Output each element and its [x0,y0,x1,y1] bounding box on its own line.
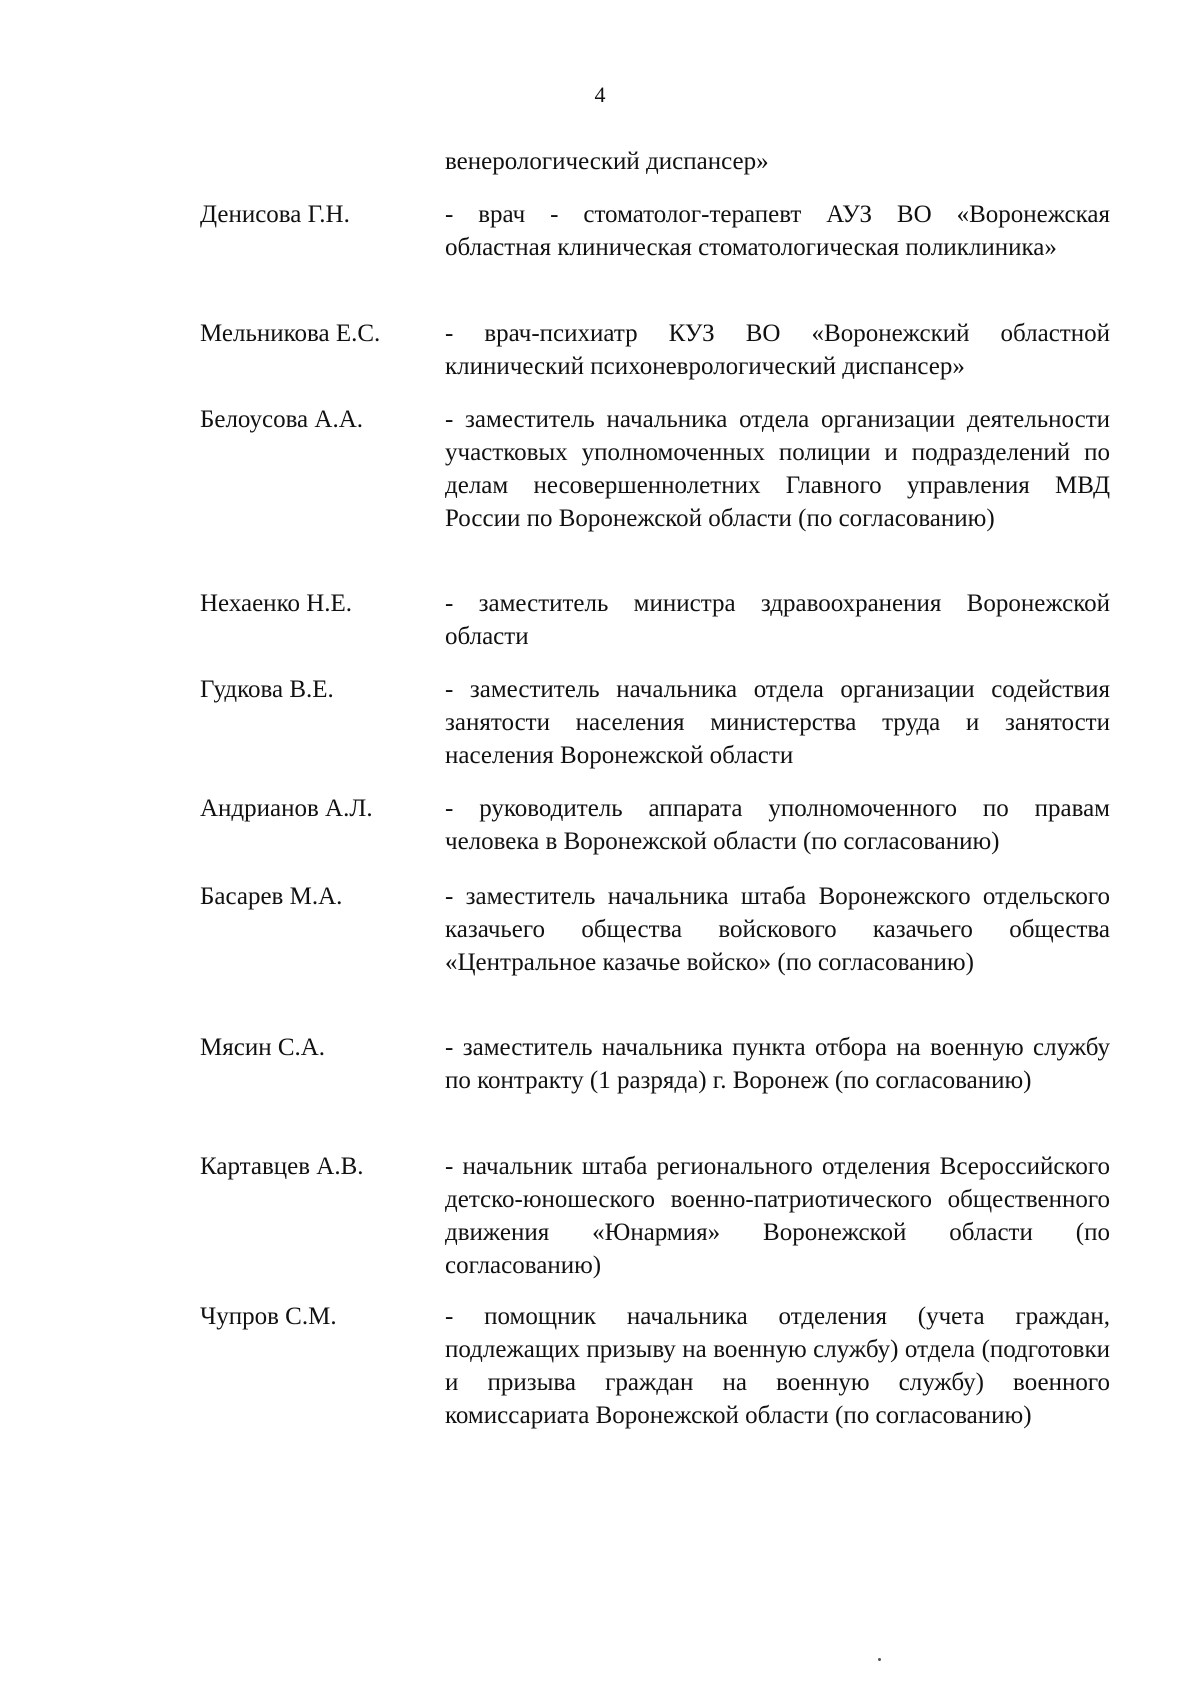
member-role: - заместитель министра здравоохранения Воронежской области [445,590,1110,650]
member-role: - заместитель начальника отдела организации деятельности участковых уполномоченных полиции и подразделений по делам несовершеннолетних Главного управления МВД России по Воронежской области (по согласованию) [445,406,1110,532]
member-role: - руководитель аппарата уполномоченного по правам человека в Воронежской области (по согласованию) [445,795,1110,855]
member-name: Басарев М.А. [200,883,343,910]
member-role: - врач - стоматолог-терапевт АУЗ ВО «Воронежская областная клиническая стоматологическая поликлиника» [445,201,1110,261]
member-name: Чупров С.М. [200,1303,337,1330]
member-name: Белоусова А.А. [200,406,364,433]
member-role: - врач-психиатр КУЗ ВО «Воронежский областной клинический психоневрологический диспансер» [445,320,1110,380]
member-name: Картавцев А.В. [200,1153,364,1180]
member-name: Мясин С.А. [200,1034,326,1061]
page-number: 4 [594,82,606,107]
member-name: Мельникова Е.С. [200,320,381,347]
member-role: - заместитель начальника штаба Воронежского отдельского казачьего общества войскового казачьего общества «Центральное казачье войско» (по согласованию) [445,883,1110,976]
continued-role-text: венерологический диспансер» [445,148,769,175]
member-name: Денисова Г.Н. [200,201,350,228]
scan-speck [878,1658,881,1661]
member-name: Нехаенко Н.Е. [200,590,353,617]
member-role: - заместитель начальника отдела организации содействия занятости населения министерства труда и занятости населения Воронежской области [445,676,1110,769]
member-role: - помощник начальника отделения (учета граждан, подлежащих призыву на военную службу) отдела (подготовки и призыва граждан на военную службу) военного комиссариата Воронежской области (по согласованию) [445,1303,1110,1429]
member-role: - начальник штаба регионального отделения Всероссийского детско-юношеского военно-патриотического общественного движения «Юнармия» Воронежской области (по согласованию) [445,1153,1110,1279]
member-name: Гудкова В.Е. [200,676,334,703]
member-name: Андрианов А.Л. [200,795,373,822]
member-role: - заместитель начальника пункта отбора на военную службу по контракту (1 разряда) г. Воронеж (по согласованию) [445,1034,1110,1094]
